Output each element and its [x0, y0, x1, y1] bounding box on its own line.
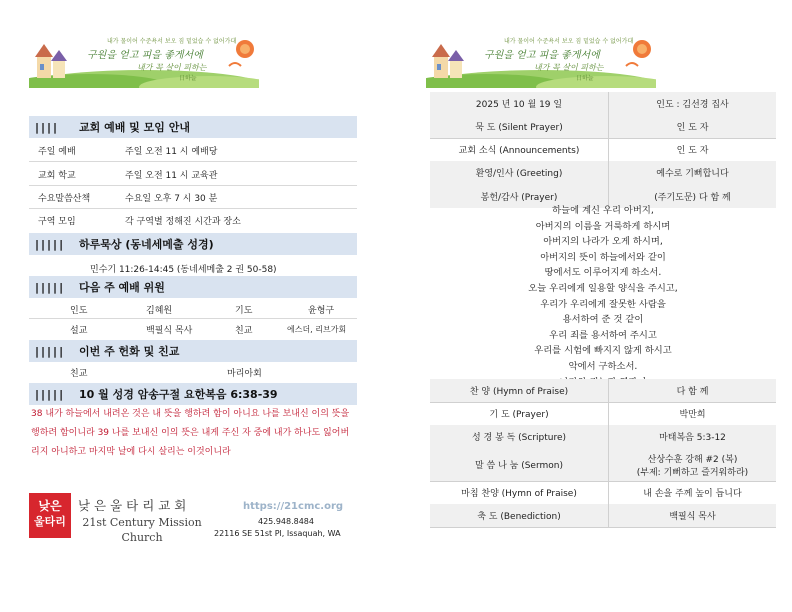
banner-text-3: 내가 꼭 살이 피하는 [137, 63, 207, 72]
service-item-label: 봉헌/감사 (Prayer) [430, 184, 608, 208]
service-item-leader [608, 138, 776, 161]
meditation-text: 민수기 11:26-14:45 (동네세메출 2 권 50-58) [90, 265, 277, 275]
right-banner-illustration [426, 30, 656, 88]
service-item-text: 마태복음 5:3-12 [659, 433, 726, 443]
banner-signature: 日하늘 [179, 75, 197, 82]
service-row [430, 481, 776, 505]
role-label: 인도 [70, 306, 88, 316]
worship-label: 주일 예배 [38, 147, 76, 157]
service-item-text: 인 도 자 [676, 123, 709, 133]
service-row [430, 161, 776, 185]
divider [29, 161, 357, 162]
lords-prayer: 하늘에 계신 우리 아버지, 아버지의 이름을 거룩하게 하시며 아버지의 나라가 오게 하시며, 아버지의 뜻이 하늘에서와 같이 땅에서도 이루어지게 하소서. 오늘 우리에게 일용할 양식을 주시고, 우리가 우리에게 잘못한 사람을 용서하여 준 것 같이 우리 죄를 용서하여 주시고 우리를 시험에 빠지지 않게 하시고 악에서 구하소서. [528, 205, 678, 372]
service-item-text: 산상수훈 강해 #2 (복) [647, 454, 738, 465]
logo-mark-line1: 낮은 [38, 499, 62, 513]
church-name-english: 21st Century Mission Church [82, 516, 202, 544]
role-label: 기도 [235, 306, 253, 316]
banner-text-2: 구원을 얻고 피을 좋게서에 [87, 50, 203, 61]
banner-text-1: 내가 물이어 수준욕서 보오 짐 밑었습 수 없어가대 [107, 38, 237, 45]
service-item-leader [608, 481, 776, 504]
service-row [430, 425, 776, 449]
service-item-label: 말 씀 나 눔 (Sermon) [430, 448, 608, 481]
service-item-label: 묵 도 (Silent Prayer) [430, 115, 608, 138]
service-item-text: 인도 : 김선경 집사 [656, 100, 729, 110]
service-item-leader [608, 425, 776, 448]
service-item-text: 내 손을 주께 높이 듭니다 [643, 489, 742, 499]
banner-text-1: 내가 물이어 수준욕서 보오 짐 밑었습 수 없어가대 [504, 38, 634, 45]
service-row [430, 448, 776, 482]
memory-verse-text: 38 내가 하늘에서 내려온 것은 내 뜻을 행하려 함이 아니요 나를 보내신 이의 뜻을 행하려 함이니라 39 나를 보내신 이의 뜻은 내게 주신 자 중에 내가 하나도 잃어버리지 아니하고 마지막 날에 다시 살리는 이것이니라 [31, 409, 350, 457]
service-item-text: 인 도 자 [676, 146, 709, 156]
group-value: 각 구역별 정해진 시간과 장소 [125, 217, 241, 227]
logo-mark-line2: 울타리 [34, 515, 66, 528]
divider [29, 185, 357, 186]
service-row [430, 115, 776, 139]
role-person: 에스더, 리브가회 [287, 325, 347, 334]
service-item-text: 박만희 [679, 410, 706, 420]
divider [29, 208, 357, 209]
banner-signature: 日하늘 [576, 75, 594, 82]
church-website-link[interactable]: https://21cmc.org [243, 501, 344, 512]
section-title: 다음 주 예배 위원 [79, 281, 165, 294]
service-item-leader [608, 115, 776, 138]
fellowship-label: 친교 [70, 369, 88, 379]
worship-value: 주일 오전 11 시 예배당 [125, 147, 218, 157]
wednesday-label: 수요말씀산책 [38, 194, 91, 204]
service-item-label: 기 도 (Prayer) [489, 410, 549, 420]
section-header-worship-info: |||| 교회 예배 및 모임 안내 [29, 116, 357, 138]
section-header-meditation: ||||| 하루묵상 (동네세메출 성경) [29, 233, 357, 255]
service-item-text: (부제: 기뻐하고 즐거워하라) [636, 467, 749, 478]
role-person: 백필식 목사 [146, 326, 193, 336]
service-item-label: 찬 양 (Hymn of Praise) [430, 379, 608, 402]
service-item-label: 교회 소식 (Announcements) [458, 146, 580, 156]
service-item-text: 다 함 께 [676, 387, 709, 397]
section-header-flowers: ||||| 이번 주 헌화 및 친교 [29, 340, 357, 362]
banner-text-2: 구원을 얻고 피을 좋게서에 [484, 50, 600, 61]
section-title: 이번 주 헌화 및 친교 [79, 345, 180, 358]
role-label: 설교 [70, 326, 88, 336]
service-item-label: 2025 년 10 월 19 일 [430, 92, 608, 115]
role-person: 김혜원 [146, 306, 173, 316]
service-row [430, 504, 776, 528]
service-item-label: 환영/인사 (Greeting) [430, 161, 608, 184]
church-logo-mark [29, 493, 71, 538]
school-value: 주일 오전 11 시 교육관 [125, 171, 218, 181]
service-item-label: 성 경 봉 독 (Scripture) [430, 425, 608, 448]
fellowship-value: 마리아회 [227, 369, 262, 379]
banner-text-3: 내가 꼭 살이 피하는 [534, 63, 604, 72]
service-row [430, 92, 776, 116]
role-person: 윤형구 [308, 306, 335, 316]
service-item-leader [608, 92, 776, 115]
wednesday-value: 수요일 오후 7 시 30 분 [125, 194, 218, 204]
service-row [430, 379, 776, 403]
role-label: 친교 [235, 326, 253, 336]
service-row [430, 138, 776, 162]
service-item-text: (주기도문) 다 함 께 [654, 192, 731, 203]
service-item-leader [608, 402, 776, 425]
service-item-leader [608, 161, 776, 184]
group-label: 구역 모임 [38, 217, 76, 227]
church-name-korean: 낮 은 울 타 리 교 회 [78, 498, 187, 513]
school-label: 교회 학교 [38, 171, 76, 181]
divider [29, 318, 357, 319]
section-header-next-week: ||||| 다음 주 예배 위원 [29, 276, 357, 298]
section-title: 10 월 성경 암송구절 요한복음 6:38-39 [79, 388, 278, 401]
section-title: 교회 예배 및 모임 안내 [79, 121, 190, 134]
service-item-label: 마침 찬양 (Hymn of Praise) [461, 489, 577, 499]
service-item-leader [608, 504, 776, 527]
service-item-label: 축 도 (Benediction) [430, 504, 608, 527]
section-header-memory-verse: ||||| 10 월 성경 암송구절 요한복음 6:38-39 [29, 383, 357, 405]
service-item-text: 백필식 목사 [669, 512, 716, 522]
service-item-text: 예수로 기뻐합니다 [656, 169, 729, 179]
church-address: 22116 SE 51st Pl, Issaquah, WA [214, 529, 341, 538]
section-title: 하루묵상 (동네세메출 성경) [79, 238, 214, 251]
service-item-leader [608, 448, 776, 481]
service-row [430, 402, 776, 426]
service-item-leader [608, 379, 776, 402]
left-banner-illustration [29, 30, 259, 88]
church-phone: 425.948.8484 [258, 517, 314, 526]
